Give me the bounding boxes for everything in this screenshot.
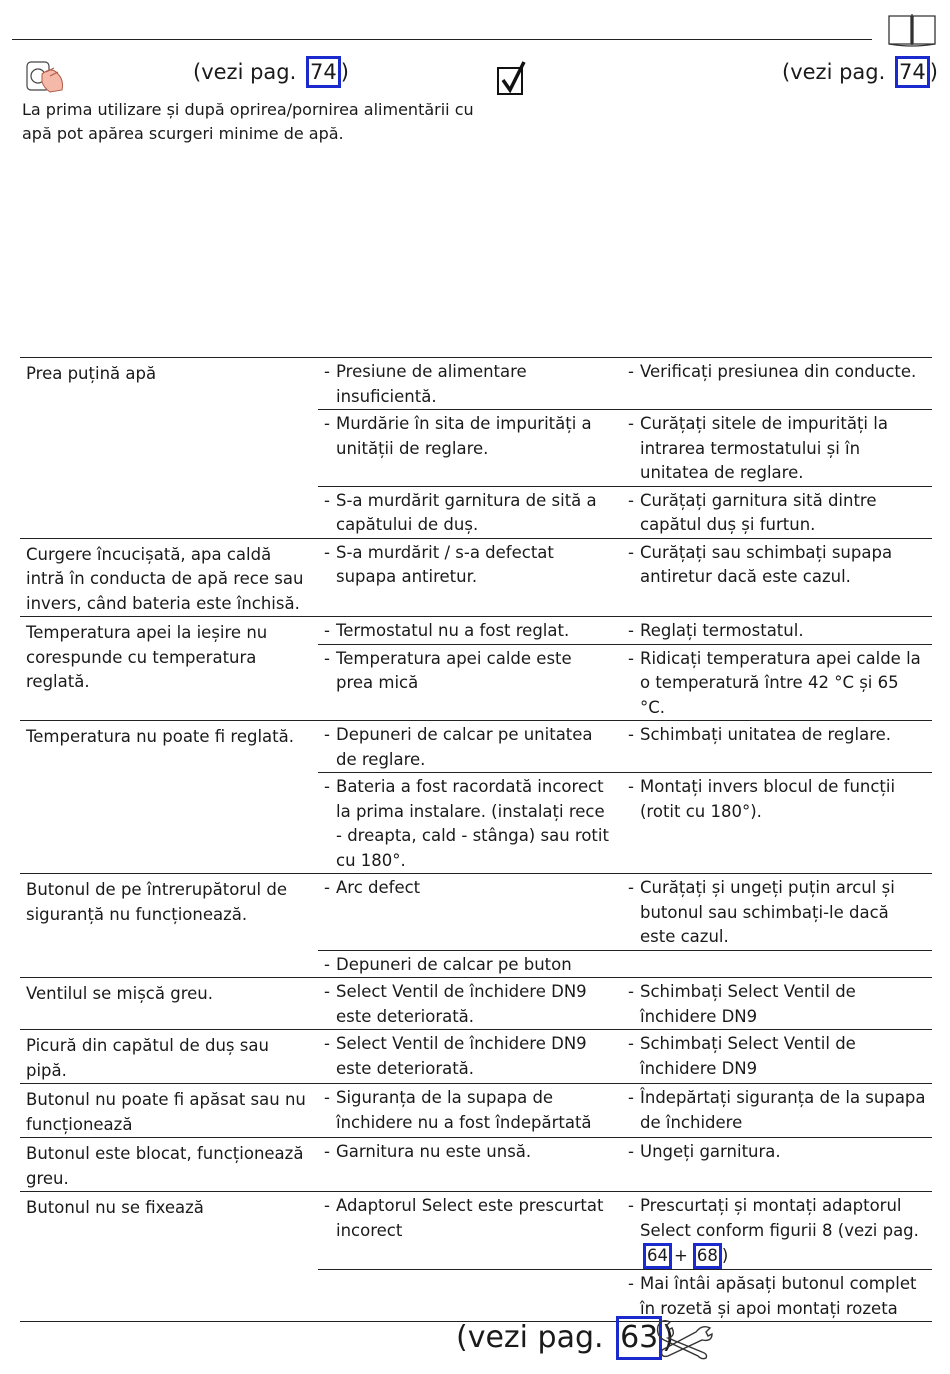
problem-cell: Butonul de pe întrerupătorul de siguranță nu funcționează. <box>26 880 287 924</box>
problem-cell: Temperatura apei la ieșire nu corespunde cu temperatura reglată. <box>26 623 268 691</box>
header-rule <box>12 39 872 40</box>
cause-cell <box>318 1192 620 1269</box>
remedy-cell <box>620 617 932 644</box>
cause-cell-text: Select Ventil de închidere DN9 este deteriorată. <box>336 982 587 1026</box>
remedy-cell-text: Schimbați Select Ventil de închidere DN9 <box>640 1034 856 1078</box>
problem-cell: Curgere încucișată, apa caldă intră în conducta de apă rece sau invers, când bateria este închisă. <box>26 544 304 613</box>
remedy-cell-text: Curățați și ungeți puțin arcul și butonul sau schimbați-le dacă este cazul. <box>640 878 895 946</box>
cause-cell-text: Arc defect <box>336 878 421 897</box>
bullet-dash: - <box>628 542 634 562</box>
cause-cell-text: Adaptorul Select este prescurtat incorect <box>336 1196 604 1240</box>
bullet-dash: - <box>628 1142 634 1161</box>
remedy-cell-text: Montați invers blocul de funcții (rotit cu 180°). <box>640 777 896 821</box>
bullet-dash: - <box>324 777 330 796</box>
cause-cell-text: Bateria a fost racordată incorect la prima instalare. (instalați rece - dreapta, cald - stânga) sau rotit cu 180°. <box>336 777 609 870</box>
remedy-cell <box>620 1138 932 1165</box>
remedy-cell <box>620 1030 932 1081</box>
remedy-cell <box>620 950 932 978</box>
remedy-cell-text: Mai întâi apăsați butonul complet în rozetă și apoi montați rozeta <box>640 1274 917 1318</box>
troubleshooting-table <box>20 357 932 1322</box>
bullet-dash: - <box>324 414 330 433</box>
remedy-cell <box>620 1192 932 1269</box>
cause-cell-text: Siguranța de la supapa de închidere nu a fost îndepărtată <box>336 1088 592 1132</box>
table-row <box>20 873 932 977</box>
cause-cell <box>318 950 620 978</box>
table-row <box>20 977 932 1029</box>
remedy-cell-text: Îndepărtați siguranța de la supapa de închidere <box>640 1088 926 1132</box>
cause-cell <box>318 978 620 1029</box>
cause-cell <box>318 486 620 538</box>
problem-cell: Temperatura nu poate fi reglată. <box>26 727 294 746</box>
table-row <box>20 1137 932 1191</box>
bullet-dash: - <box>324 954 330 974</box>
remedy-cell <box>620 772 932 873</box>
remedy-cell <box>620 721 932 772</box>
checkbox-icon <box>496 58 528 98</box>
bullet-dash: - <box>324 542 330 562</box>
cause-cell <box>318 1030 620 1081</box>
remedy-cell-text: Schimbați unitatea de reglare. <box>640 725 892 744</box>
page-link[interactable]: 68 <box>693 1243 722 1269</box>
cause-cell <box>318 874 620 950</box>
problem-cell: Butonul nu poate fi apăsat sau nu funcționează <box>26 1090 306 1134</box>
bullet-dash: - <box>324 725 330 744</box>
bullet-dash: - <box>324 621 330 640</box>
cause-cell-text: Temperatura apei calde este prea mică <box>336 648 572 692</box>
bullet-dash: - <box>324 878 330 897</box>
cause-cell-text: Murdărie în sita de impurități a unității de reglare. <box>336 414 592 458</box>
page-link[interactable]: 74 <box>306 56 341 88</box>
usage-note: La prima utilizare și după oprirea/pornirea alimentării cu apă pot apărea scurgeri minime de apă. <box>22 100 474 143</box>
remedy-cell-text: Ungeți garnitura. <box>640 1142 781 1161</box>
cause-cell <box>318 1138 620 1165</box>
problem-cell: Picură din capătul de duș sau pipă. <box>26 1036 269 1080</box>
bullet-dash: - <box>628 982 634 1001</box>
table-row <box>20 1191 932 1322</box>
page-reference-left: (vezi pag. 74 ) <box>193 56 349 88</box>
cause-cell <box>318 772 620 873</box>
bullet-dash: - <box>628 725 634 744</box>
table-row <box>20 538 932 617</box>
remedy-cell <box>620 486 932 538</box>
cause-cell <box>318 358 620 409</box>
wrench-icon <box>652 1316 714 1360</box>
cause-cell-text: S-a murdărit / s-a defectat supapa antiretur. <box>336 542 554 586</box>
table-row <box>20 616 932 720</box>
bullet-dash: - <box>628 777 634 796</box>
table-row <box>20 1083 932 1137</box>
remedy-cell-text: Curățați garnitura sită dintre capătul duș și furtun. <box>640 490 877 534</box>
page-link[interactable]: 63 <box>616 1316 662 1360</box>
cause-cell <box>318 1084 620 1135</box>
hand-on-faucet-icon <box>24 58 72 98</box>
bullet-dash: - <box>628 1088 634 1107</box>
table-row <box>20 357 932 538</box>
problem-cell: Butonul este blocat, funcționează greu. <box>26 1144 304 1188</box>
bullet-dash: - <box>628 414 634 433</box>
bullet-dash: - <box>628 362 634 381</box>
bullet-dash: - <box>628 490 634 510</box>
bullet-dash: - <box>628 1034 634 1053</box>
bullet-dash: - <box>324 1034 330 1053</box>
cause-cell-text: S-a murdărit garnitura de sită a capătului de duș. <box>336 490 597 534</box>
bullet-dash: - <box>628 1196 634 1215</box>
problem-cell: Butonul nu se fixează <box>26 1198 204 1217</box>
remedy-cell-text: Curățați sitele de impurități la intrarea termostatului și în unitatea de reglare. <box>640 414 888 482</box>
remedy-cell-text: Reglați termostatul. <box>640 621 804 640</box>
bullet-dash: - <box>324 1088 330 1107</box>
table-row <box>20 1029 932 1083</box>
remedy-cell-text: Curățați sau schimbați supapa antiretur dacă este cazul. <box>640 542 893 586</box>
bullet-dash: - <box>324 490 330 510</box>
remedy-cell-text: Verificați presiunea din conducte. <box>640 362 917 381</box>
cause-cell-text: Select Ventil de închidere DN9 este deteriorată. <box>336 1034 587 1078</box>
page-reference-right: (vezi pag. 74 ) <box>782 56 938 88</box>
cause-cell-text: Depuneri de calcar pe unitatea de reglare. <box>336 725 593 769</box>
bullet-dash: - <box>324 1196 330 1215</box>
bullet-dash: - <box>628 878 634 897</box>
remedy-cell <box>620 978 932 1029</box>
cause-cell <box>318 644 620 721</box>
problem-cell: Prea puțină apă <box>26 364 157 383</box>
page-link[interactable]: 64 <box>643 1243 672 1269</box>
bullet-dash: - <box>324 362 330 381</box>
cause-cell <box>318 617 620 644</box>
cause-cell <box>318 1269 620 1321</box>
problem-cell: Ventilul se mișcă greu. <box>26 984 213 1003</box>
cause-cell-text: Depuneri de calcar pe buton <box>336 954 572 974</box>
bullet-dash: - <box>628 621 634 640</box>
cause-cell-text: Termostatul nu a fost reglat. <box>336 621 570 640</box>
page-link[interactable]: 74 <box>895 56 930 88</box>
cause-cell-text: Presiune de alimentare insuficientă. <box>336 362 527 406</box>
remedy-cell <box>620 409 932 486</box>
cause-cell-text: Garnitura nu este unsă. <box>336 1142 532 1161</box>
remedy-cell <box>620 874 932 950</box>
bullet-dash: - <box>628 1274 634 1293</box>
remedy-cell <box>620 1084 932 1135</box>
cause-cell <box>318 721 620 772</box>
table-row <box>20 720 932 873</box>
bullet-dash: - <box>324 1142 330 1161</box>
bullet-dash: - <box>324 648 330 668</box>
remedy-cell <box>620 1269 932 1321</box>
remedy-cell <box>620 644 932 721</box>
cause-cell <box>318 409 620 486</box>
book-icon <box>886 10 938 48</box>
bullet-dash: - <box>628 648 634 668</box>
remedy-cell-text: Prescurtați și montați adaptorul Select conform figurii 8 (vezi pag. 64 + 68 ) <box>640 1194 926 1269</box>
cause-cell <box>318 539 620 590</box>
bullet-dash: - <box>324 982 330 1001</box>
remedy-cell <box>620 358 932 409</box>
footer-page-reference: (vezi pag. 63 ) <box>456 1316 674 1360</box>
remedy-cell <box>620 539 932 590</box>
remedy-cell-text: Ridicați temperatura apei calde la o temperatură între 42 °C și 65 °C. <box>640 648 921 717</box>
remedy-cell-text: Schimbați Select Ventil de închidere DN9 <box>640 982 856 1026</box>
